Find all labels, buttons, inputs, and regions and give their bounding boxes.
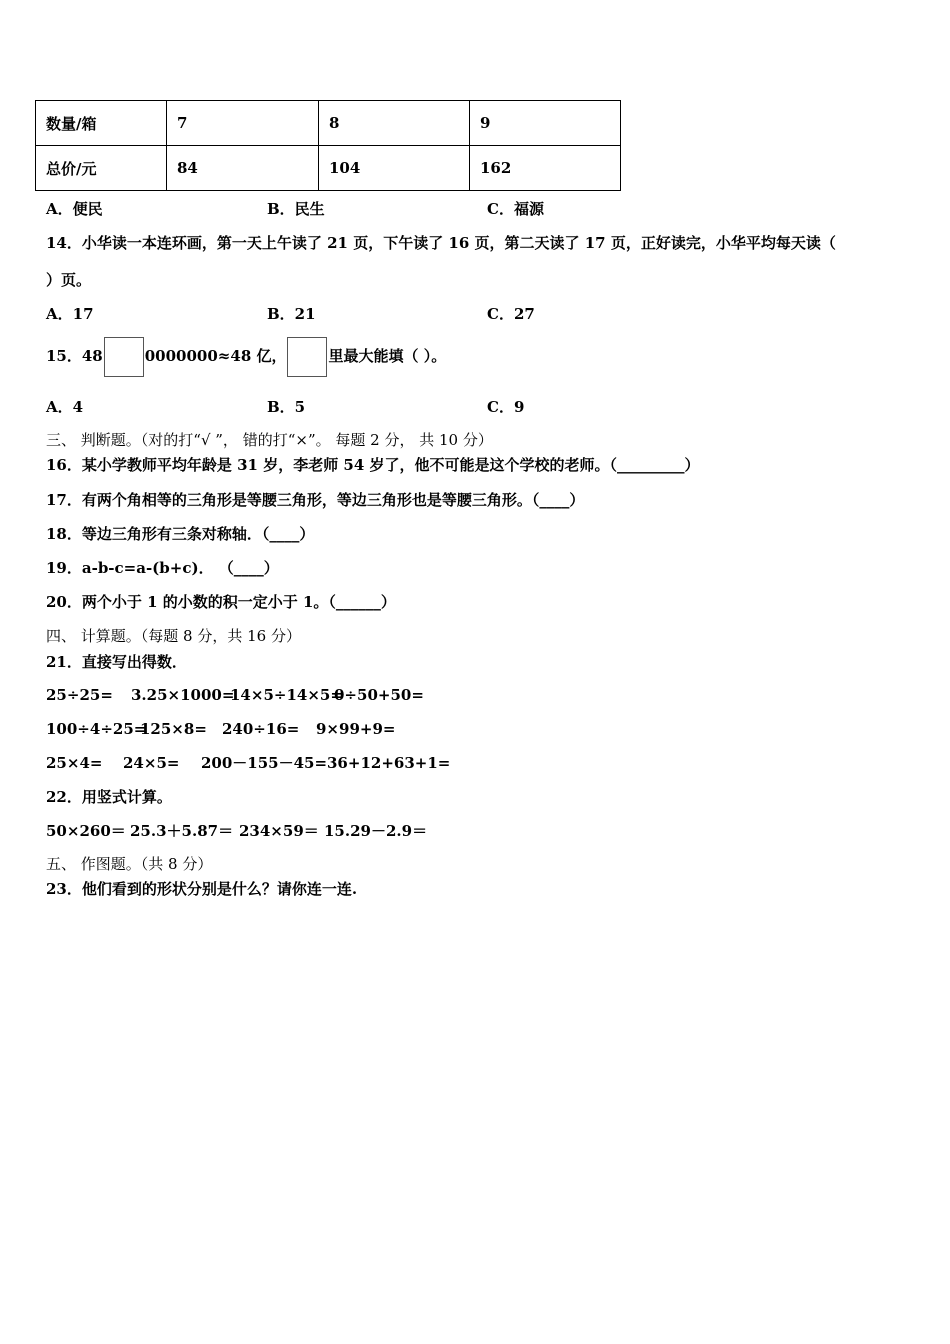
calc-item: 24×5= xyxy=(123,754,180,772)
answer-box[interactable] xyxy=(104,337,144,377)
calc-item: 125×8= xyxy=(140,720,207,738)
q22-title: 22．用竖式计算。 xyxy=(46,788,172,806)
calc-item: 234×59＝ xyxy=(239,822,319,840)
q14-text-line2: ）页。 xyxy=(46,271,92,289)
table-cell: 84 xyxy=(167,146,319,191)
option-a: A．4 xyxy=(46,398,84,416)
judge-item: 20．两个小于 1 的小数的积一定小于 1。（______） xyxy=(46,593,396,611)
q15-question xyxy=(46,336,446,377)
calc-item: 14×5÷14×5= xyxy=(230,686,343,704)
option-b: B．21 xyxy=(267,305,316,323)
table-cell: 162 xyxy=(470,146,621,191)
calc-item: 50×260＝ xyxy=(46,822,126,840)
section-heading-judge: 三、 判断题。（对的打“√ ”， 错的打“×”。 每题 2 分， 共 10 分） xyxy=(46,431,493,449)
option-c: C．27 xyxy=(487,305,535,323)
table-cell: 8 xyxy=(319,101,470,146)
q21-title: 21．直接写出得数． xyxy=(46,653,187,671)
calc-item: 0÷50+50= xyxy=(334,686,424,704)
section-heading-drawing: 五、 作图题。（共 8 分） xyxy=(46,855,213,873)
calc-item: 36+12+63+1= xyxy=(327,754,451,772)
table-cell: 7 xyxy=(167,101,319,146)
q15-prefix: 15．48 xyxy=(46,347,103,365)
q15-suffix: 里最大能填（ ）。 xyxy=(328,347,447,365)
option-b: B．民生 xyxy=(267,200,325,218)
option-c: C．9 xyxy=(487,398,525,416)
table-cell: 总价/元 xyxy=(36,146,167,191)
judge-item: 17．有两个角相等的三角形是等腰三角形，等边三角形也是等腰三角形。（____） xyxy=(46,491,585,509)
option-c: C．福源 xyxy=(487,200,544,218)
judge-item: 18．等边三角形有三条对称轴．（____） xyxy=(46,525,315,543)
calc-item: 25.3＋5.87＝ xyxy=(130,822,234,840)
calc-item: 100÷4÷25= xyxy=(46,720,147,738)
calc-item: 240÷16= xyxy=(222,720,300,738)
option-a: A．17 xyxy=(46,305,94,323)
price-table xyxy=(35,100,621,191)
table-cell: 104 xyxy=(319,146,470,191)
calc-item: 9×99+9= xyxy=(316,720,396,738)
option-b: B．5 xyxy=(267,398,306,416)
table-row xyxy=(36,146,621,191)
calc-item: 15.29－2.9＝ xyxy=(324,822,428,840)
section-heading-calc: 四、 计算题。（每题 8 分，共 16 分） xyxy=(46,627,301,645)
table-cell: 9 xyxy=(470,101,621,146)
q14-text-line1: 14．小华读一本连环画，第一天上午读了 21 页，下午读了 16 页，第二天读了 17 页，正好读完，小华平均每天读（ xyxy=(46,234,836,252)
calc-item: 25÷25= xyxy=(46,686,113,704)
judge-item: 16．某小学教师平均年龄是 31 岁，李老师 54 岁了，他不可能是这个学校的老师。（_________） xyxy=(46,456,700,474)
answer-box[interactable] xyxy=(287,337,327,377)
table-cell: 数量/箱 xyxy=(36,101,167,146)
q23-text: 23．他们看到的形状分别是什么？请你连一连. xyxy=(46,880,358,898)
q15-middle: 0000000≈48 亿， xyxy=(144,347,287,365)
option-a: A．便民 xyxy=(46,200,103,218)
calc-item: 200－155－45= xyxy=(201,754,328,772)
table-row xyxy=(36,101,621,146)
calc-item: 3.25×1000= xyxy=(131,686,235,704)
judge-item: 19．a-b-c=a-(b+c)． （____） xyxy=(46,559,279,577)
calc-item: 25×4= xyxy=(46,754,103,772)
